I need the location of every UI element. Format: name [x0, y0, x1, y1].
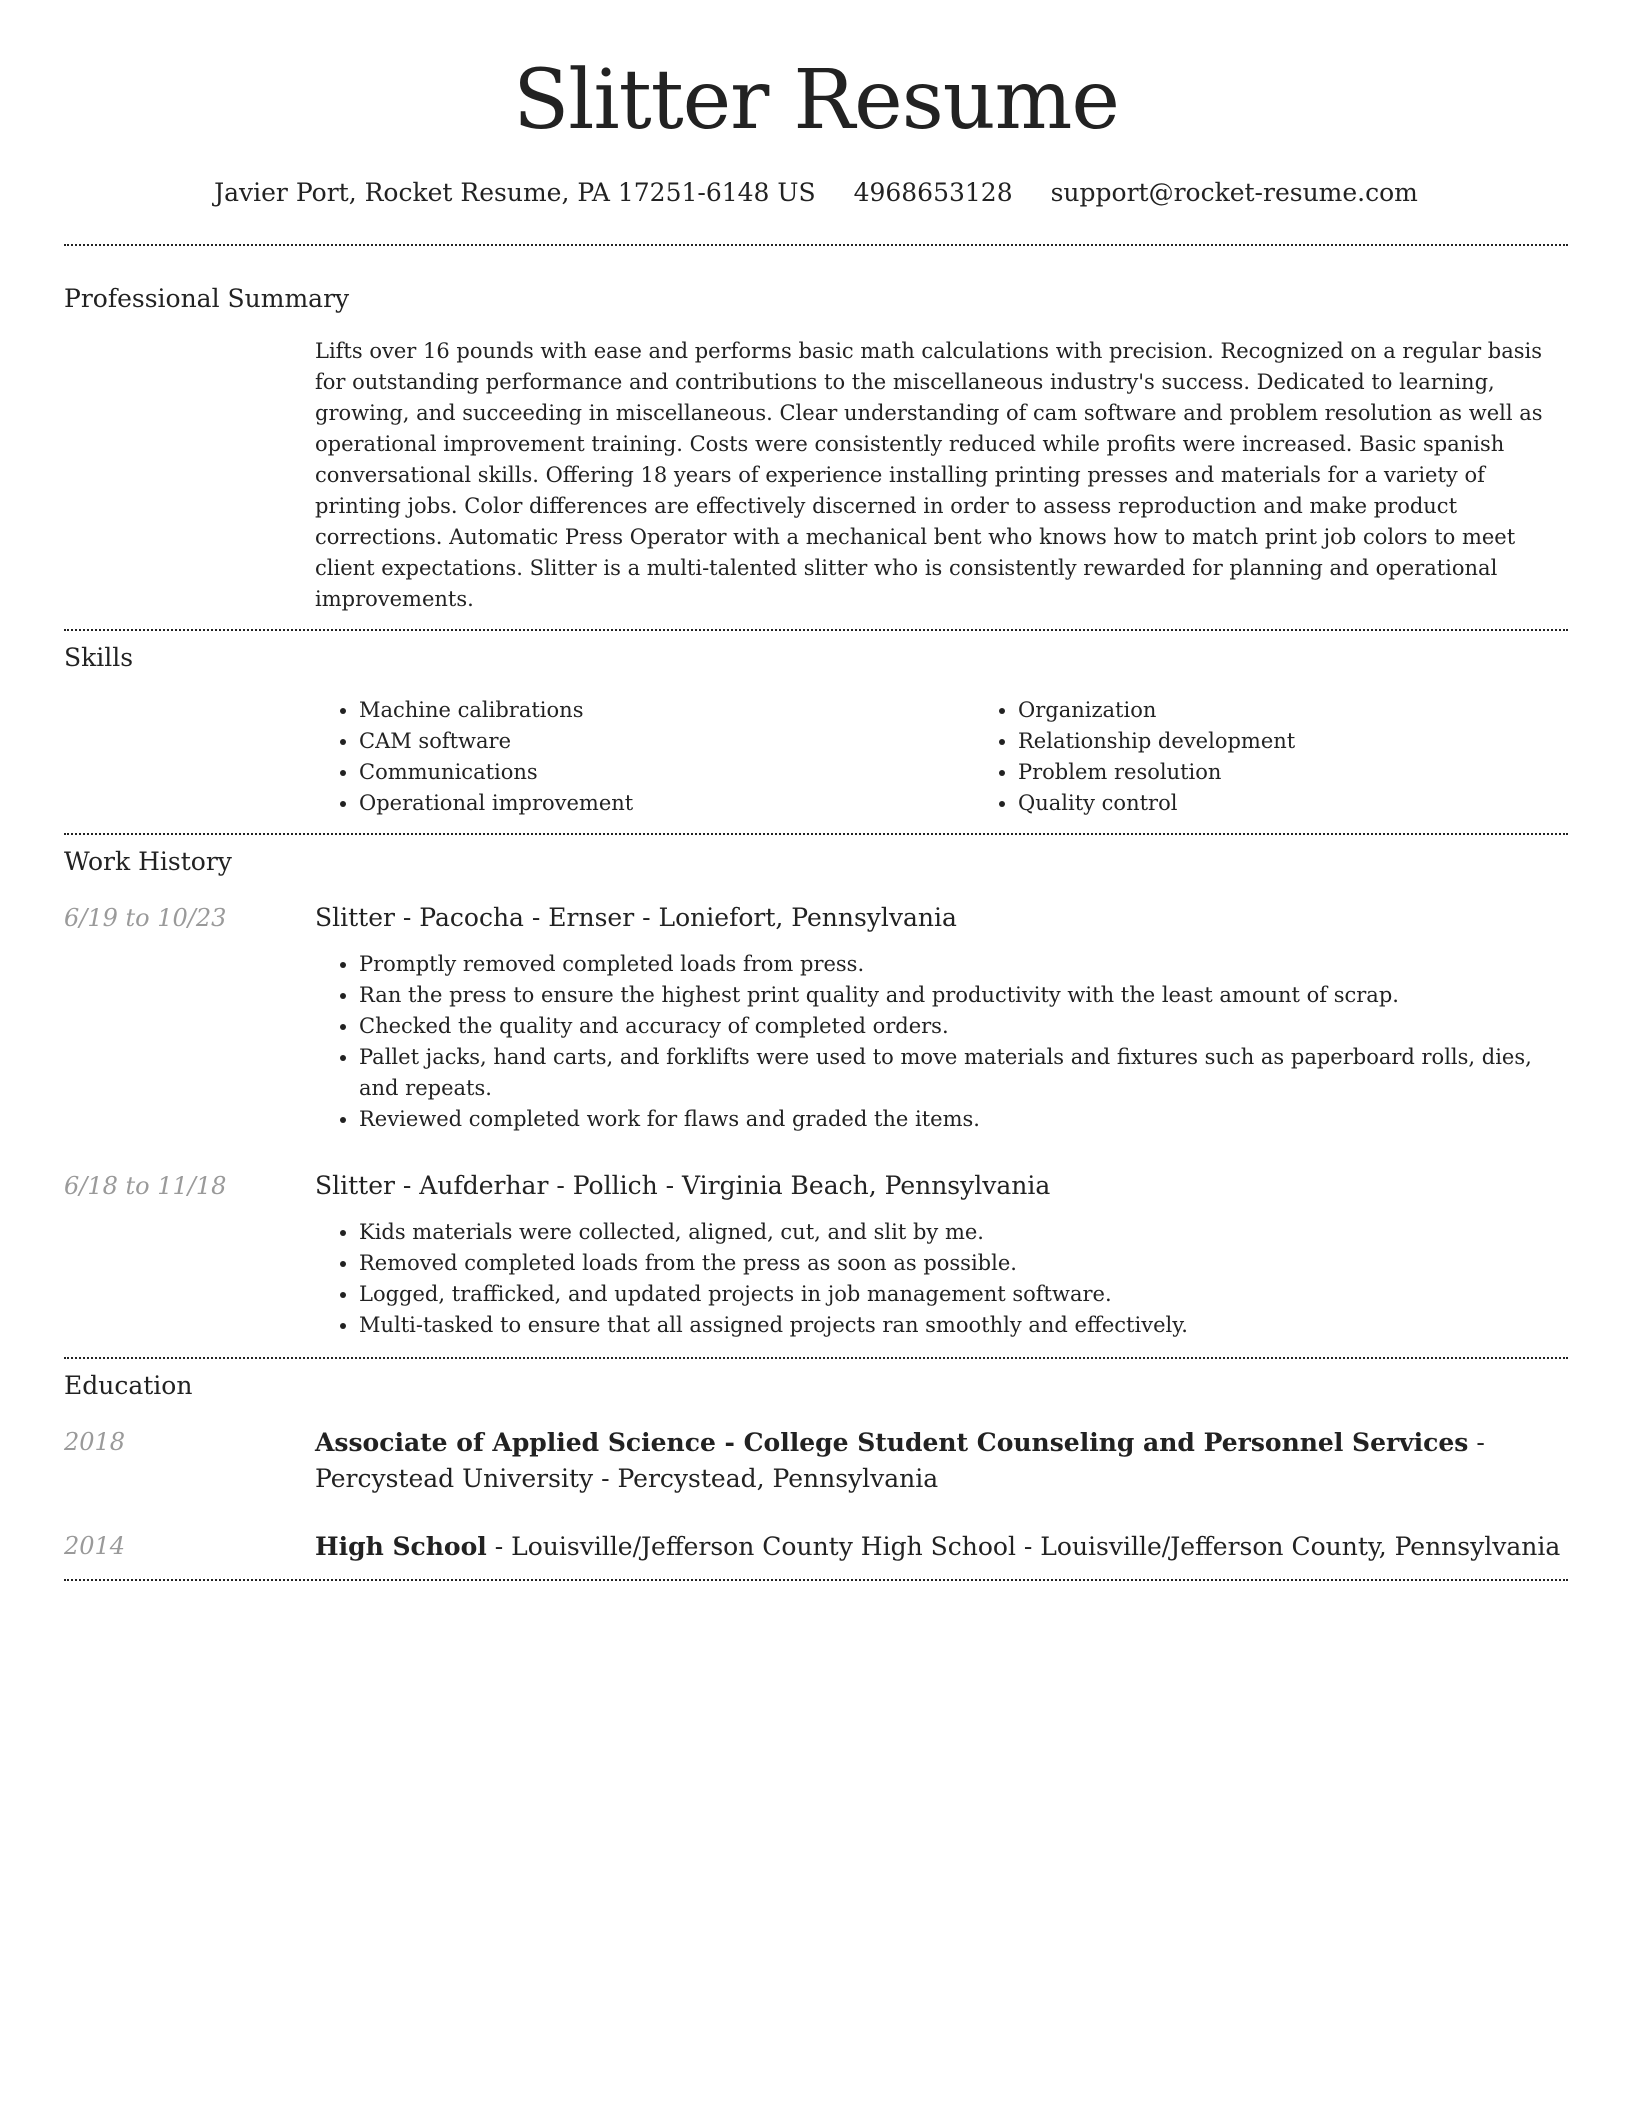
- education-year: 2018: [64, 1428, 126, 1456]
- job-dates: 6/18 to 11/18: [64, 1172, 227, 1200]
- skills-section: [64, 641, 1568, 819]
- skills-columns: [315, 695, 1568, 819]
- education-degree: High School: [315, 1532, 487, 1561]
- section-divider: [64, 833, 1568, 835]
- skills-row: [64, 695, 1568, 819]
- job-bullet: • Removed completed loads from the press as soon as possible.: [359, 1248, 1568, 1279]
- section-divider: [64, 1357, 1568, 1359]
- job-bullet: • Ran the press to ensure the highest print quality and productivity with the least amount of scrap.: [359, 980, 1568, 1011]
- contact-phone: 4968653128: [853, 178, 1013, 207]
- job-title: Slitter - Aufderhar - Pollich - Virginia Beach, Pennsylvania: [315, 1171, 1051, 1200]
- job-details: [315, 1169, 1568, 1341]
- work-section: [64, 845, 1568, 1341]
- skill-item: • Quality control: [1018, 788, 1632, 819]
- summary-section: [64, 282, 1568, 615]
- education-degree: Associate of Applied Science - College Student Counseling and Personnel Services: [315, 1428, 1469, 1457]
- contact-email[interactable]: support@rocket-resume.com: [1050, 178, 1418, 207]
- job-entry: [64, 901, 1568, 1135]
- summary-heading: Professional Summary: [64, 284, 350, 313]
- skills-list-2: [974, 695, 1632, 819]
- education-section: [64, 1369, 1568, 1565]
- job-bullet: • Pallet jacks, hand carts, and forklifts were used to move materials and fixtures such as paperboard rolls, dies, and repeats.: [359, 1042, 1568, 1104]
- section-divider: [64, 629, 1568, 631]
- summary-text: Lifts over 16 pounds with ease and performs basic math calculations with precision. Recognized on a regular basis for outstanding performance and contributions to the miscellaneous industry's success. Dedicated to learning, growing, and succeeding in miscellaneous. Clear understanding of cam software and problem resolution as well as operational improvement training. Costs were consistently reduced while profits were increased. Basic spanish conversational skills. Offering 18 years of experience installing printing presses and materials for a variety of printing jobs. Color differences are effectively discerned in order to assess reproduction and make product corrections. Automatic Press Operator with a mechanical bent who knows how to match print job colors to meet client expectations. Slitter is a multi-talented slitter who is consistently rewarded for planning and operational improvements.: [315, 339, 1543, 611]
- skill-item: • Organization: [1018, 695, 1632, 726]
- section-divider: [64, 244, 1568, 246]
- job-entry: [64, 1169, 1568, 1341]
- contact-address: Javier Port, Rocket Resume, PA 17251-6148 US: [214, 178, 816, 207]
- education-heading: Education: [64, 1371, 193, 1400]
- section-divider: [64, 1579, 1568, 1581]
- job-bullet: • Kids materials were collected, aligned, cut, and slit by me.: [359, 1217, 1568, 1248]
- resume-title: Slitter Resume: [513, 53, 1119, 148]
- skills-heading: Skills: [64, 643, 134, 672]
- education-details: [315, 1425, 1568, 1497]
- skill-item: • Problem resolution: [1018, 757, 1632, 788]
- job-bullets: [315, 1217, 1568, 1341]
- job-dates: 6/19 to 10/23: [64, 904, 227, 932]
- skills-spacer: [64, 695, 315, 819]
- education-entry: [64, 1529, 1568, 1565]
- summary-row: [64, 336, 1568, 615]
- skill-item: • Communications: [359, 757, 974, 788]
- job-bullet: • Multi-tasked to ensure that all assigned projects ran smoothly and effectively.: [359, 1310, 1568, 1341]
- skill-item: • Relationship development: [1018, 726, 1632, 757]
- skill-item: • CAM software: [359, 726, 974, 757]
- education-entry: [64, 1425, 1568, 1497]
- job-bullet: • Logged, trafficked, and updated projects in job management software.: [359, 1279, 1568, 1310]
- summary-body: [315, 336, 1568, 615]
- skills-list-1: [315, 695, 974, 819]
- skill-item: • Operational improvement: [359, 788, 974, 819]
- job-bullet: • Reviewed completed work for flaws and graded the items.: [359, 1104, 1568, 1135]
- job-bullet: • Promptly removed completed loads from press.: [359, 949, 1568, 980]
- skill-item: • Machine calibrations: [359, 695, 974, 726]
- education-year: 2014: [64, 1532, 126, 1560]
- education-details: [315, 1529, 1568, 1565]
- job-bullet: • Checked the quality and accuracy of completed orders.: [359, 1011, 1568, 1042]
- job-title: Slitter - Pacocha - Ernser - Loniefort, Pennsylvania: [315, 903, 957, 932]
- contact-line: [64, 176, 1568, 210]
- education-school: - Percystead University - Percystead, Pennsylvania: [315, 1428, 1485, 1493]
- job-bullets: [315, 949, 1568, 1135]
- summary-spacer: [64, 336, 315, 615]
- job-details: [315, 901, 1568, 1135]
- work-heading: Work History: [64, 847, 232, 876]
- education-school: - Louisville/Jefferson County High School - Louisville/Jefferson County, Pennsylvania: [486, 1532, 1561, 1561]
